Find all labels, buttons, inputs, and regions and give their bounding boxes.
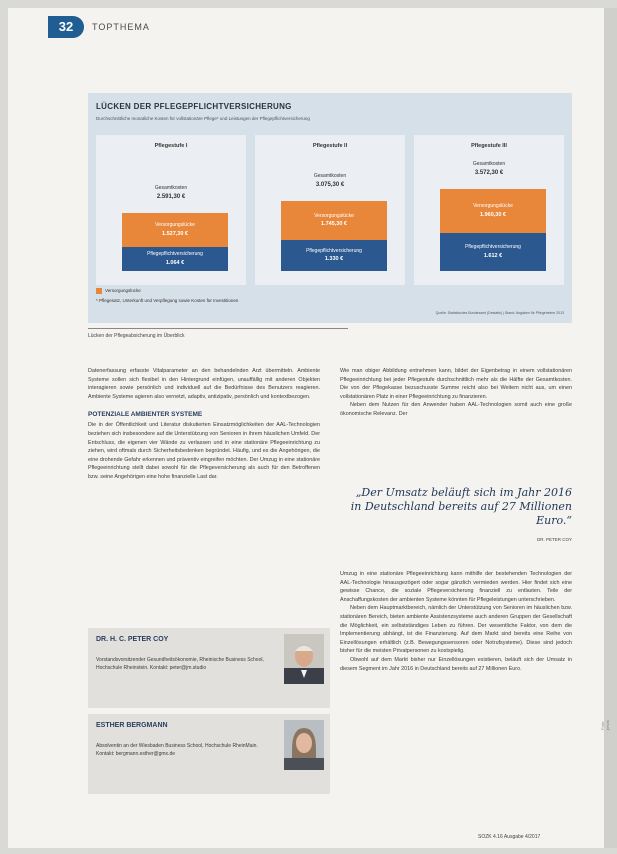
- column-pflegestufe-1: [96, 135, 246, 285]
- total-cost: Gesamtkosten 3.572,30 €: [472, 161, 506, 176]
- subheading: POTENZIALE AMBIENTER SYSTEME: [88, 411, 203, 419]
- infographic-title: LÜCKEN DER PFLEGEPFLICHTVERSICHERUNG: [96, 102, 292, 111]
- right-text-column: [340, 367, 572, 419]
- gap-bar: Versorgungslücke 1.960,30 €: [440, 189, 546, 233]
- infographic: [88, 93, 572, 323]
- author-bio: Vorstandsvorsitzender Gesundheitsökonomie, Rheinische Business School, Hochschule Rheinstein. Kontakt: peter@jm.studio: [96, 657, 264, 671]
- photo-credit: Foto: privat: [600, 720, 610, 730]
- column-pflegestufe-2: [255, 135, 405, 285]
- column-label: Pflegestufe I: [154, 143, 188, 149]
- page-number-badge: 32: [48, 16, 84, 38]
- total-cost: Gesamtkosten 3.075,30 €: [313, 173, 347, 188]
- figure-caption: Lücken der Pflegeabsicherung im Überblick: [88, 333, 348, 339]
- pull-quote-author: DR. PETER COY: [536, 537, 572, 542]
- paragraph: Umzug in eine stationäre Pflegeeinrichtung kann mithilfe der bestehenden Technologien der AAL-Technologie hinausgezögert oder sogar gänzlich vermieden werden. Hier findet sich eine gewisse Chance, die soziale Pflegeversicherung finanziell zu entlasten. Teile der Anschaffungskosten der ambienten Systeme könnten für Pflegeleistungen unterschrieben.: [340, 571, 572, 603]
- legend: Versorgungslücke: [96, 288, 141, 294]
- paragraph: Die in der Öffentlichkeit und Literatur diskutierten Einsatzmöglichkeiten der AAL-Technologien beziehen sich insbesondere auf die Unterstützung von Senioren in ihrem häuslichen Umfeld. Der Entschluss, die eigenen vier Wände zu verlassen und in eine stationäre Pflegeeinrichtung zu ziehen, wird oftmals durch Sicherheitsbedenken begründet. Häufig, und es die Angehörigen, die eine drohende Gefahr erkennen und präventiv eingreifen möchten. Der Umzug in eine stationäre Pflegeeinrichtung stellt dabei sowohl für die Pflegeversicherung als auch für den Betroffenen bzw. seine Angehörigen eine hohe finanzielle Last dar.: [88, 422, 320, 480]
- column-label: Pflegestufe II: [312, 143, 348, 149]
- insurance-bar: Pflegepflichtversicherung 1.330 €: [281, 240, 387, 271]
- author-photo: [284, 720, 324, 770]
- author-name: DR. H. C. PETER COY: [96, 636, 169, 643]
- legend-note: * Pflegesatz, Unterkunft und Verpflegung sowie Kosten für Investitionen: [96, 298, 239, 303]
- column-pflegestufe-3: [414, 135, 564, 285]
- author-photo: [284, 634, 324, 684]
- right-text-column-lower: [340, 570, 572, 673]
- pull-quote: „Der Umsatz beläuft sich im Jahr 2016 in Deutschland bereits auf 27 Millionen Euro.“: [350, 486, 572, 527]
- insurance-bar: Pflegepflichtversicherung 1.064 €: [122, 247, 228, 271]
- page-footer: SOZK 4.16 Ausgabe 4/2017: [478, 834, 541, 840]
- section-label: TOPTHEMA: [92, 22, 150, 32]
- author-box-bergmann: [88, 714, 330, 794]
- paragraph: Datenerfassung erfasste Vitalparameter an den behandelnden Arzt übermitteln. Ambiente Systeme sollen sich flexibel in den Hintergrund einfügen, unauffällig mit anderen Objekten interagieren sowie persönlich und individuell auf die Bedürfnisse des Benutzers reagieren. Ambiente Systeme agieren also vernetzt, adaptiv, antizipativ, persönlich und kontextbezogen.: [88, 368, 320, 400]
- legend-swatch: [96, 288, 102, 294]
- gap-bar: Versorgungslücke 1.745,30 €: [281, 201, 387, 240]
- infographic-source: Quelle: Statistisches Bundesamt (Destatis) | Stand: Angaben für Pflegeheime 2013: [435, 311, 564, 315]
- gap-bar: Versorgungslücke 1.527,30 €: [122, 213, 228, 247]
- total-cost: Gesamtkosten 2.591,30 €: [154, 185, 188, 200]
- infographic-subtitle: Durchschnittliche monatliche Kosten für vollstationäre Pflege* und Leistungen der Pflegepflichtversicherung: [96, 116, 310, 121]
- insurance-bar: Pflegepflichtversicherung 1.612 €: [440, 233, 546, 271]
- column-label: Pflegestufe III: [471, 143, 507, 149]
- author-name: ESTHER BERGMANN: [96, 722, 168, 729]
- author-box-coy: [88, 628, 330, 708]
- paragraph: Neben dem Hauptmarktbereich, nämlich der Unterstützung von Senioren im häuslichen bzw. stationären Bereich, bieten ambiente Assistenzsysteme auch anderen Gruppen der Gesellschaft die Möglichkeit, ein selbstständiges Leben zu führen. Der wesentliche Faktor, von dem die Implementierung abhängt, ist die Finanzierung. Auf dem Markt sind bereits eine Reihe von Einzellösungen erhältlich (z.B. Bewegungssensoren oder Notrufsysteme). Diese sind jedoch bisher für die meisten Privatpersonen zu kostspielig.: [340, 605, 572, 655]
- author-bio: Absolventin an der Wiesbaden Business School, Hochschule RheinMain. Kontakt: bergmann.esther@gmx.de: [96, 743, 258, 757]
- paragraph: Wie man obiger Abbildung entnehmen kann, bildet der Eigenbetrag in einem vollstationären Pflegeeinrichtung bei jeder Pflegestufe durchschnittlich mehr als die Hälfte der Gesamtkosten. Die von der Pflegekasse bezuschusste Summe reicht also bei Weitem nicht aus, um einen vollstationären Platz in einer Pflegeeinrichtung zu finanzieren.: [340, 368, 572, 400]
- left-text-column: [88, 367, 320, 482]
- paragraph: Obwohl auf dem Markt bisher nur Einzellösungen existieren, beläuft sich der Umsatz in diesem Segment im Jahr 2016 in Deutschland bereits auf 27 Millionen Euro.: [340, 656, 572, 672]
- paragraph: Neben dem Nutzen für den Anwender haben AAL-Technologien somit auch eine große ökonomische Relevanz. Der: [340, 402, 572, 417]
